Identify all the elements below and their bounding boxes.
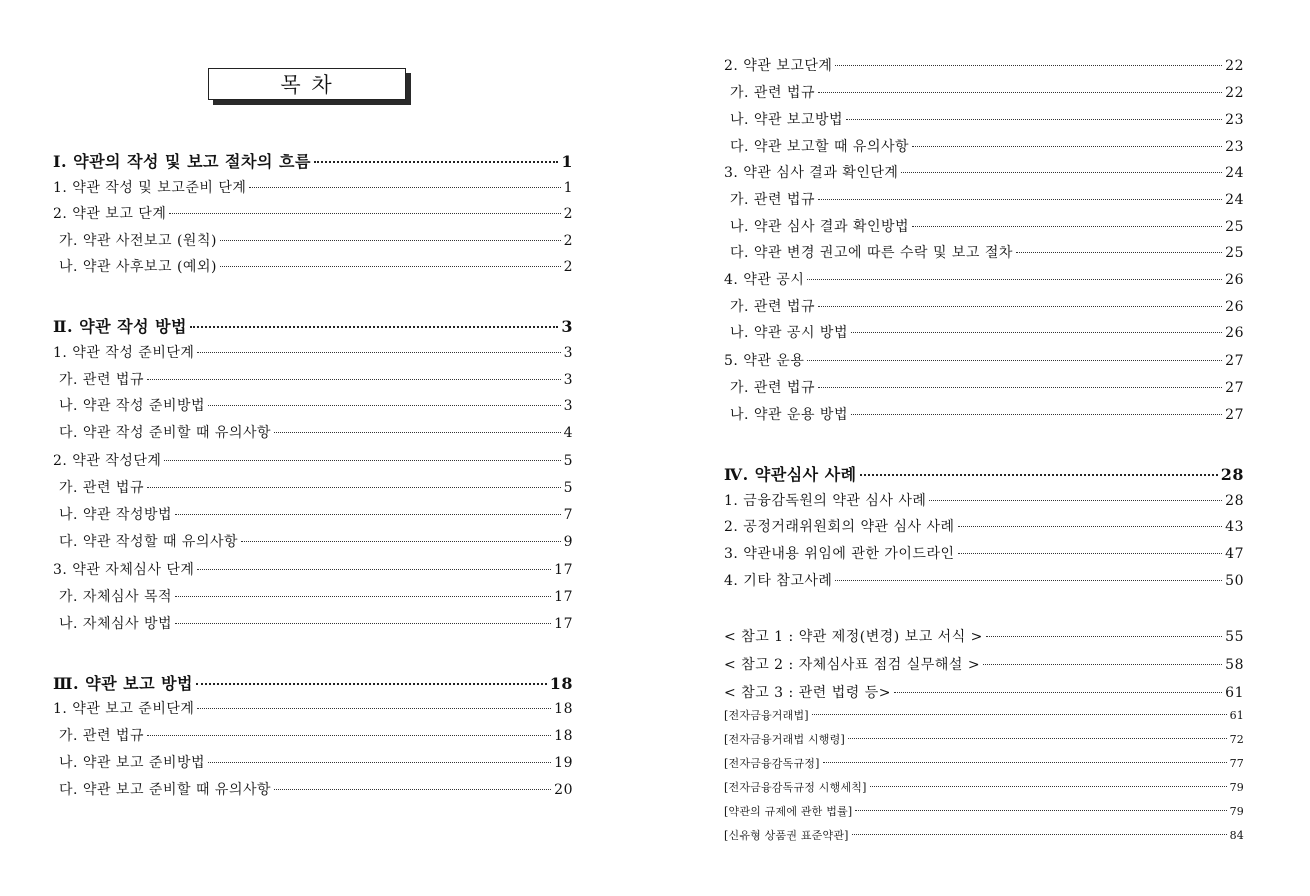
toc-leader-dots [929,500,1222,501]
toc-entry-label: 다. 약관 작성 준비할 때 유의사항 [59,425,272,441]
toc-entry-label: 나. 약관 운용 방법 [730,407,848,423]
toc-entry[interactable] [53,369,573,391]
toc-entry[interactable] [724,779,1244,797]
toc-leader-dots [1016,252,1222,253]
toc-page-number: 5 [563,480,573,496]
toc-entry[interactable] [724,570,1244,592]
toc-leader-dots [851,332,1222,333]
toc-page-number: 27 [1225,380,1244,396]
toc-leader-dots [812,714,1227,715]
toc-page-number: 2 [563,233,573,249]
toc-leader-dots [818,306,1222,307]
toc-page-number: 20 [554,782,573,798]
toc-leader-dots [196,683,547,685]
toc-title-text: 목 차 [280,73,334,97]
toc-entry-label: 다. 약관 보고 준비할 때 유의사항 [59,782,272,798]
toc-entry-label: 4. 기타 참고사례 [724,573,833,589]
toc-leader-dots [175,514,561,515]
toc-entry[interactable] [53,450,573,472]
toc-entry-label: 3. 약관 자체심사 단계 [53,562,195,578]
toc-leader-dots [208,405,561,406]
toc-entry[interactable] [53,671,573,693]
toc-entry-label: [전자금융감독규정] [724,757,820,770]
toc-leader-dots [169,213,560,214]
toc-leader-dots [848,738,1227,739]
toc-entry[interactable] [53,149,573,171]
toc-entry[interactable] [53,477,573,499]
toc-page-number: 72 [1229,733,1244,746]
toc-page-number: 19 [554,755,573,771]
toc-page-number: 47 [1225,546,1244,562]
toc-page-number: 22 [1225,85,1244,101]
toc-entry[interactable] [53,586,573,608]
toc-page-number: 23 [1225,139,1244,155]
toc-entry[interactable] [724,731,1244,749]
toc-entry-label: [전자금융거래법 시행령] [724,733,845,746]
toc-entry[interactable] [53,177,573,199]
toc-leader-dots [851,414,1222,415]
toc-entry-label: 가. 관련 법규 [59,480,144,496]
toc-entry-label: 나. 자체심사 방법 [59,616,173,632]
toc-leader-dots [241,541,561,542]
toc-leader-dots [855,810,1226,811]
toc-leader-dots [197,569,551,570]
toc-page-number: 26 [1225,325,1244,341]
toc-page-number: 84 [1229,829,1244,842]
toc-entry-label: 1. 금융감독원의 약관 심사 사례 [724,493,927,509]
toc-leader-dots [274,789,551,790]
toc-entry-label: < 참고 2 : 자체심사표 점검 실무해설 > [724,657,981,673]
toc-entry-label: 3. 약관내용 위임에 관한 가이드라인 [724,546,955,562]
toc-page-number: 18 [549,674,573,693]
toc-page-number: 24 [1225,165,1244,181]
toc-page-number: 25 [1225,245,1244,261]
toc-page-number: 17 [554,616,573,632]
toc-leader-dots [912,226,1222,227]
toc-leader-dots [860,474,1218,476]
toc-page-number: 1 [563,180,573,196]
toc-entry[interactable] [53,256,573,278]
toc-leader-dots [818,92,1222,93]
toc-entry[interactable] [724,55,1244,77]
toc-entry[interactable] [53,531,573,553]
toc-entry[interactable] [53,230,573,252]
toc-entry-label: 가. 관련 법규 [59,728,144,744]
toc-entry[interactable] [724,755,1244,773]
toc-page-number: 43 [1225,519,1244,535]
toc-entry-label: 나. 약관 작성 준비방법 [59,398,206,414]
toc-page-number: 28 [1225,493,1244,509]
toc-page-number: 50 [1225,573,1244,589]
toc-entry-label: 나. 약관 사후보고 (예외) [59,259,217,275]
toc-leader-dots [870,786,1227,787]
toc-entry-label: Ⅳ. 약관심사 사례 [724,465,857,484]
toc-page-number: 24 [1225,192,1244,208]
toc-page-number: 25 [1225,219,1244,235]
toc-page-number: 58 [1225,657,1244,673]
toc-left-column [53,0,573,896]
toc-entry[interactable] [53,342,573,364]
toc-leader-dots [190,326,558,328]
toc-page-number: 3 [561,317,573,336]
toc-leader-dots [220,266,561,267]
toc-page-number: 26 [1225,272,1244,288]
toc-entry[interactable] [724,296,1244,318]
toc-entry[interactable] [53,613,573,635]
toc-page-number: 2 [563,259,573,275]
toc-leader-dots [175,596,551,597]
toc-entry-label: 4. 약관 공시 [724,272,805,288]
toc-page-number: 55 [1225,629,1244,645]
toc-entry-label: 2. 약관 작성단계 [53,453,162,469]
toc-right-column [724,0,1244,896]
toc-leader-dots [823,762,1227,763]
toc-entry[interactable] [724,626,1244,648]
toc-leader-dots [986,636,1222,637]
toc-page-number: 26 [1225,299,1244,315]
toc-page-number: 1 [561,152,573,171]
toc-entry[interactable] [724,707,1244,725]
toc-entry[interactable] [724,322,1244,344]
toc-entry[interactable] [724,803,1244,821]
toc-leader-dots [164,460,560,461]
toc-page-number: 79 [1229,805,1244,818]
toc-page-number: 27 [1225,353,1244,369]
toc-entry-label: [신유형 상품권 표준약관] [724,829,849,842]
toc-page-number: 7 [563,507,573,523]
toc-entry[interactable] [724,216,1244,238]
toc-entry[interactable] [53,559,573,581]
toc-page-number: 17 [554,589,573,605]
toc-entry-label: Ⅱ. 약관 작성 방법 [53,317,188,336]
toc-entry-label: 1. 약관 작성 준비단계 [53,345,195,361]
toc-entry-label: 가. 관련 법규 [59,372,144,388]
toc-entry[interactable] [53,725,573,747]
toc-page-number: 3 [563,398,573,414]
toc-entry[interactable] [724,269,1244,291]
toc-page-number: 2 [563,206,573,222]
toc-entry[interactable] [724,82,1244,104]
toc-entry-label: [전자금융거래법] [724,709,809,722]
toc-entry-label: 나. 약관 보고방법 [730,112,844,128]
toc-entry[interactable] [724,189,1244,211]
toc-page-number: 5 [563,453,573,469]
toc-entry-label: 나. 약관 공시 방법 [730,325,848,341]
toc-page-number: 18 [554,701,573,717]
toc-entry-label: 1. 약관 작성 및 보고준비 단계 [53,180,247,196]
toc-entry-label: 나. 약관 심사 결과 확인방법 [730,219,910,235]
toc-page-number: 79 [1229,781,1244,794]
toc-leader-dots [175,623,551,624]
toc-leader-dots [835,65,1222,66]
toc-entry-label: 가. 관련 법규 [730,299,815,315]
toc-entry[interactable] [724,543,1244,565]
toc-entry-label: 가. 자체심사 목적 [59,589,173,605]
toc-entry[interactable] [724,109,1244,131]
toc-leader-dots [208,762,551,763]
toc-entry-label: 2. 공정거래위원회의 약관 심사 사례 [724,519,955,535]
toc-entry[interactable] [53,698,573,720]
toc-leader-dots [894,692,1222,693]
toc-page-number: 3 [563,345,573,361]
toc-leader-dots [147,487,561,488]
toc-leader-dots [958,526,1223,527]
toc-entry-label: 가. 관련 법규 [730,192,815,208]
toc-entry-label: Ⅰ. 약관의 작성 및 보고 절차의 흐름 [53,152,311,171]
toc-entry-label: [전자금융감독규정 시행세칙] [724,781,867,794]
toc-entry[interactable] [724,162,1244,184]
toc-entry[interactable] [724,462,1244,484]
toc-page-number: 3 [563,372,573,388]
toc-leader-dots [901,172,1222,173]
toc-entry[interactable] [724,350,1244,372]
toc-entry-label: 2. 약관 보고단계 [724,58,833,74]
toc-leader-dots [912,146,1222,147]
toc-entry-label: 다. 약관 보고할 때 유의사항 [730,139,910,155]
toc-entry[interactable] [724,827,1244,845]
toc-leader-dots [220,240,561,241]
toc-leader-dots [249,187,560,188]
toc-page-number: 17 [554,562,573,578]
toc-leader-dots [818,199,1222,200]
toc-entry[interactable] [53,314,573,336]
toc-leader-dots [852,834,1227,835]
toc-leader-dots [314,161,558,163]
toc-entry-label: 2. 약관 보고 단계 [53,206,167,222]
toc-leader-dots [807,279,1222,280]
toc-entry-label: [약관의 규제에 관한 법률] [724,805,853,818]
toc-entry-label: 다. 약관 작성할 때 유의사항 [59,534,239,550]
toc-entry-label: 나. 약관 작성방법 [59,507,173,523]
toc-page-number: 18 [554,728,573,744]
toc-leader-dots [197,352,560,353]
toc-entry[interactable] [53,395,573,417]
toc-page-number: 61 [1225,685,1244,701]
toc-leader-dots [274,432,561,433]
toc-page-number: 61 [1229,709,1244,722]
toc-leader-dots [807,360,1222,361]
toc-entry[interactable] [724,682,1244,704]
toc-page-number: 23 [1225,112,1244,128]
toc-entry-label: 가. 약관 사전보고 (원칙) [59,233,217,249]
toc-entry[interactable] [724,242,1244,264]
toc-entry[interactable] [724,404,1244,426]
toc-entry-label: 3. 약관 심사 결과 확인단계 [724,165,899,181]
toc-leader-dots [147,735,551,736]
toc-leader-dots [818,387,1222,388]
toc-entry-label: < 참고 3 : 관련 법령 등> [724,685,891,701]
toc-entry[interactable] [53,779,573,801]
toc-page-number: 77 [1229,757,1244,770]
toc-leader-dots [958,553,1223,554]
toc-entry[interactable] [724,377,1244,399]
toc-entry-label: 5. 약관 운용 [724,353,805,369]
toc-entry-label: 가. 관련 법규 [730,85,815,101]
toc-entry-label: 1. 약관 보고 준비단계 [53,701,195,717]
toc-entry[interactable] [724,490,1244,512]
toc-entry[interactable] [724,654,1244,676]
toc-entry[interactable] [724,516,1244,538]
toc-page-number: 28 [1220,465,1244,484]
toc-entry-label: Ⅲ. 약관 보고 방법 [53,674,194,693]
toc-page-number: 4 [563,425,573,441]
toc-leader-dots [983,664,1222,665]
toc-entry-label: < 참고 1 : 약관 제정(변경) 보고 서식 > [724,629,983,645]
toc-entry[interactable] [724,136,1244,158]
toc-page-number: 22 [1225,58,1244,74]
toc-entry[interactable] [53,422,573,444]
toc-page-number: 27 [1225,407,1244,423]
toc-entry[interactable] [53,203,573,225]
toc-entry[interactable] [53,752,573,774]
toc-leader-dots [197,708,551,709]
toc-entry-label: 가. 관련 법규 [730,380,815,396]
toc-entry-label: 나. 약관 보고 준비방법 [59,755,206,771]
toc-leader-dots [835,580,1222,581]
toc-leader-dots [147,379,561,380]
toc-entry[interactable] [53,504,573,526]
toc-page-number: 9 [563,534,573,550]
toc-entry-label: 다. 약관 변경 권고에 따른 수락 및 보고 절차 [730,245,1013,261]
toc-leader-dots [846,119,1222,120]
